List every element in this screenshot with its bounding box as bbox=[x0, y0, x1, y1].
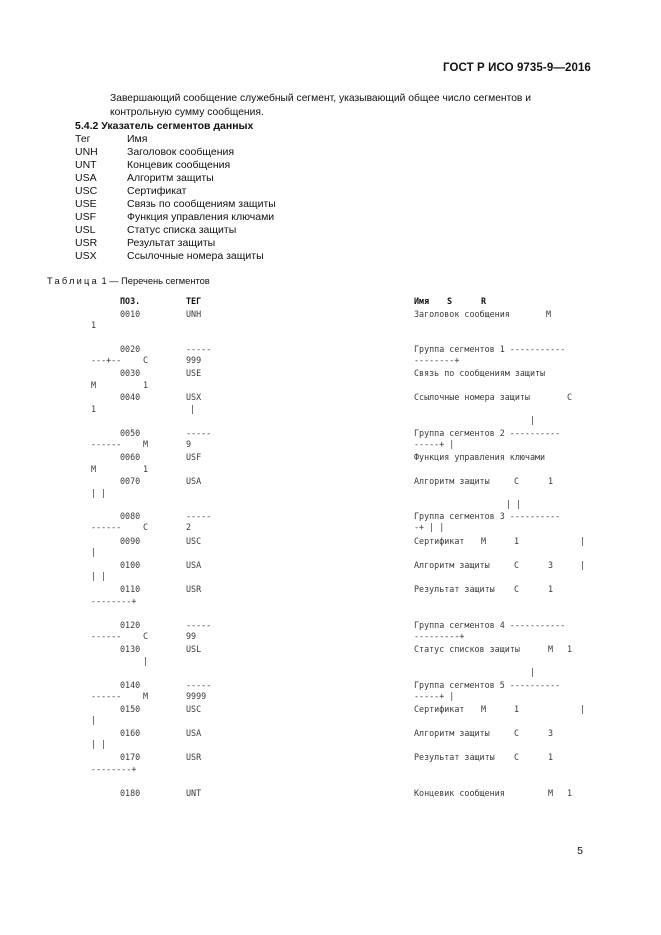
segment-pos: 0070 bbox=[120, 476, 141, 486]
page-number: 5 bbox=[577, 845, 583, 857]
segment-status: C bbox=[514, 560, 520, 570]
segment-repeat: 2 bbox=[186, 522, 192, 532]
segment-repeat: 1 bbox=[91, 320, 97, 330]
segment-status: C bbox=[514, 752, 520, 762]
table-caption-label: Таблица bbox=[47, 276, 99, 286]
tag-header-code: Тег bbox=[75, 133, 91, 145]
segment-status: M bbox=[143, 439, 149, 449]
segment-name: Концевик сообщения bbox=[414, 788, 505, 798]
segment-tag: USE bbox=[186, 368, 202, 378]
segment-repeat: 1 bbox=[567, 644, 573, 654]
segment-tag: USR bbox=[186, 752, 202, 762]
segment-name: Заголовок сообщения bbox=[414, 309, 510, 319]
segment-status: C bbox=[567, 392, 573, 402]
segment-tag: ----- bbox=[186, 620, 212, 630]
segment-status: M bbox=[91, 464, 97, 474]
segment-status: M bbox=[548, 644, 554, 654]
segment-connector: ------ bbox=[91, 439, 122, 449]
tag-code: USR bbox=[75, 237, 98, 249]
segment-name: Связь по сообщениям защиты bbox=[414, 368, 546, 378]
segment-status: C bbox=[143, 522, 149, 532]
segment-name: Алгоритм защиты bbox=[414, 728, 490, 738]
segment-connector: | | bbox=[91, 488, 107, 498]
segment-repeat: 3 bbox=[548, 728, 554, 738]
segment-pos: 0100 bbox=[120, 560, 141, 570]
table-header-s: S bbox=[447, 296, 453, 306]
segment-connector: -+ | | bbox=[414, 522, 445, 532]
table-caption-text: 1 — Перечень сегментов bbox=[101, 276, 210, 286]
segment-connector: | bbox=[580, 704, 586, 714]
segment-name: Группа сегментов 2 ---------- bbox=[414, 428, 561, 438]
segment-repeat: 999 bbox=[186, 355, 202, 365]
tag-code: USC bbox=[75, 185, 98, 197]
segment-pos: 0150 bbox=[120, 704, 141, 714]
segment-pos: 0130 bbox=[120, 644, 141, 654]
segment-status: M bbox=[548, 788, 554, 798]
tag-name: Статус списка защиты bbox=[127, 224, 237, 236]
segment-tag: USF bbox=[186, 452, 202, 462]
segment-status: C bbox=[514, 476, 520, 486]
segment-tag: ----- bbox=[186, 680, 212, 690]
segment-pos: 0080 bbox=[120, 511, 141, 521]
segment-tag: USC bbox=[186, 704, 202, 714]
segment-pos: 0120 bbox=[120, 620, 141, 630]
segment-connector: ---------+ bbox=[414, 631, 465, 641]
segment-connector: | | bbox=[91, 571, 107, 581]
document-code-header: ГОСТ Р ИСО 9735-9—2016 bbox=[443, 62, 591, 74]
segment-tag: USX bbox=[186, 392, 202, 402]
segment-pos: 0170 bbox=[120, 752, 141, 762]
segment-status: C bbox=[143, 631, 149, 641]
segment-status: M bbox=[481, 536, 487, 546]
table-header-name: Имя bbox=[414, 296, 430, 306]
segment-tag: USC bbox=[186, 536, 202, 546]
segment-name: Группа сегментов 5 ---------- bbox=[414, 680, 561, 690]
segment-pos: 0180 bbox=[120, 788, 141, 798]
tag-code: USX bbox=[75, 250, 97, 262]
segment-pos: 0030 bbox=[120, 368, 141, 378]
intro-line-1: Завершающий сообщение служебный сегмент, указывающий общее число сегментов и bbox=[110, 93, 532, 104]
segment-tag: ----- bbox=[186, 428, 212, 438]
segment-tag: ----- bbox=[186, 344, 212, 354]
segment-connector: --------+ bbox=[91, 764, 137, 774]
segment-connector: | bbox=[580, 536, 586, 546]
tag-code: USF bbox=[75, 211, 96, 223]
tag-name: Алгоритм защиты bbox=[127, 172, 214, 184]
segment-connector: ------ bbox=[91, 631, 122, 641]
segment-repeat: 1 bbox=[548, 752, 554, 762]
segment-pos: 0160 bbox=[120, 728, 141, 738]
segment-repeat: 1 bbox=[514, 704, 520, 714]
segment-repeat: 9 bbox=[186, 439, 192, 449]
segment-pos: 0010 bbox=[120, 309, 141, 319]
segment-pos: 0110 bbox=[120, 584, 141, 594]
tag-code: USE bbox=[75, 198, 97, 210]
segment-connector: | | bbox=[506, 499, 522, 509]
segment-tag: UNH bbox=[186, 309, 202, 319]
segment-connector: ------ bbox=[91, 691, 122, 701]
segment-name: Результат защиты bbox=[414, 584, 495, 594]
segment-name: Алгоритм защиты bbox=[414, 560, 490, 570]
tag-code: USA bbox=[75, 172, 97, 184]
segment-repeat: 1 bbox=[567, 788, 573, 798]
section-heading: 5.4.2 Указатель сегментов данных bbox=[75, 120, 254, 132]
segment-connector: -----+ | bbox=[414, 439, 455, 449]
segment-tag: USL bbox=[186, 644, 202, 654]
segment-repeat: 99 bbox=[186, 631, 197, 641]
table-header-r: R bbox=[481, 296, 487, 306]
tag-name: Сертификат bbox=[127, 185, 187, 197]
segment-pos: 0140 bbox=[120, 680, 141, 690]
segment-status: M bbox=[91, 380, 97, 390]
tag-name: Ссылочные номера защиты bbox=[127, 250, 264, 262]
segment-repeat: 1 bbox=[548, 584, 554, 594]
segment-connector: --------+ bbox=[414, 355, 460, 365]
segment-name: Результат защиты bbox=[414, 752, 495, 762]
segment-pos: 0050 bbox=[120, 428, 141, 438]
segment-tag: UNT bbox=[186, 788, 202, 798]
segment-tag: ----- bbox=[186, 511, 212, 521]
segment-connector: | bbox=[530, 415, 536, 425]
segment-connector: ---+-- bbox=[91, 355, 122, 365]
table-caption bbox=[47, 276, 210, 286]
table-header-tag: ТЕГ bbox=[186, 296, 202, 306]
segment-name: Функция управления ключами bbox=[414, 452, 546, 462]
segment-tag: USA bbox=[186, 560, 202, 570]
segment-connector: | | bbox=[91, 739, 107, 749]
segment-tag: USA bbox=[186, 728, 202, 738]
segment-repeat: 3 bbox=[548, 560, 554, 570]
segment-tag: USR bbox=[186, 584, 202, 594]
segment-status: C bbox=[143, 355, 149, 365]
segment-name: Статус списков защиты bbox=[414, 644, 520, 654]
segment-connector: -----+ | bbox=[414, 691, 455, 701]
tag-name: Результат защиты bbox=[127, 237, 216, 249]
segment-repeat: 1 bbox=[143, 464, 149, 474]
segment-connector: ------ bbox=[91, 522, 122, 532]
tag-code: UNH bbox=[75, 146, 98, 158]
segment-status: C bbox=[514, 584, 520, 594]
tag-name: Функция управления ключами bbox=[127, 211, 275, 223]
segment-connector: | bbox=[91, 715, 97, 725]
segment-status: M bbox=[481, 704, 487, 714]
tag-header-name: Имя bbox=[127, 133, 148, 145]
tag-code: USL bbox=[75, 224, 96, 236]
segment-name: Сертификат bbox=[414, 704, 465, 714]
segment-status: C bbox=[514, 728, 520, 738]
segment-connector: | bbox=[143, 656, 149, 666]
segment-connector: | bbox=[580, 560, 586, 570]
segment-pos: 0040 bbox=[120, 392, 141, 402]
segment-name: Ссылочные номера защиты bbox=[414, 392, 530, 402]
tag-name: Заголовок сообщения bbox=[127, 146, 235, 158]
segment-repeat: 9999 bbox=[186, 691, 207, 701]
segment-repeat: 1 bbox=[143, 380, 149, 390]
segment-name: Алгоритм защиты bbox=[414, 476, 490, 486]
segment-connector: | bbox=[530, 667, 536, 677]
tag-name: Связь по сообщениям защиты bbox=[127, 198, 276, 210]
segment-tag: USA bbox=[186, 476, 202, 486]
segment-pos: 0020 bbox=[120, 344, 141, 354]
segment-connector: | bbox=[91, 547, 97, 557]
intro-line-2: контрольную сумму сообщения. bbox=[110, 106, 264, 118]
segment-repeat: 1 bbox=[91, 404, 97, 414]
tag-code: UNT bbox=[75, 159, 97, 171]
table-header-pos: ПОЗ. bbox=[120, 296, 141, 306]
segment-connector: --------+ bbox=[91, 596, 137, 606]
segment-connector: | bbox=[190, 404, 196, 414]
segment-name: Сертификат bbox=[414, 536, 465, 546]
segment-repeat: 1 bbox=[514, 536, 520, 546]
segment-status: M bbox=[143, 691, 149, 701]
segment-name: Группа сегментов 1 ----------- bbox=[414, 344, 566, 354]
segment-pos: 0060 bbox=[120, 452, 141, 462]
segment-status: M bbox=[546, 309, 552, 319]
segment-repeat: 1 bbox=[548, 476, 554, 486]
tag-name: Концевик сообщения bbox=[127, 159, 231, 171]
segment-name: Группа сегментов 3 ---------- bbox=[414, 511, 561, 521]
segment-name: Группа сегментов 4 ----------- bbox=[414, 620, 566, 630]
intro-paragraph bbox=[110, 92, 584, 119]
segment-pos: 0090 bbox=[120, 536, 141, 546]
